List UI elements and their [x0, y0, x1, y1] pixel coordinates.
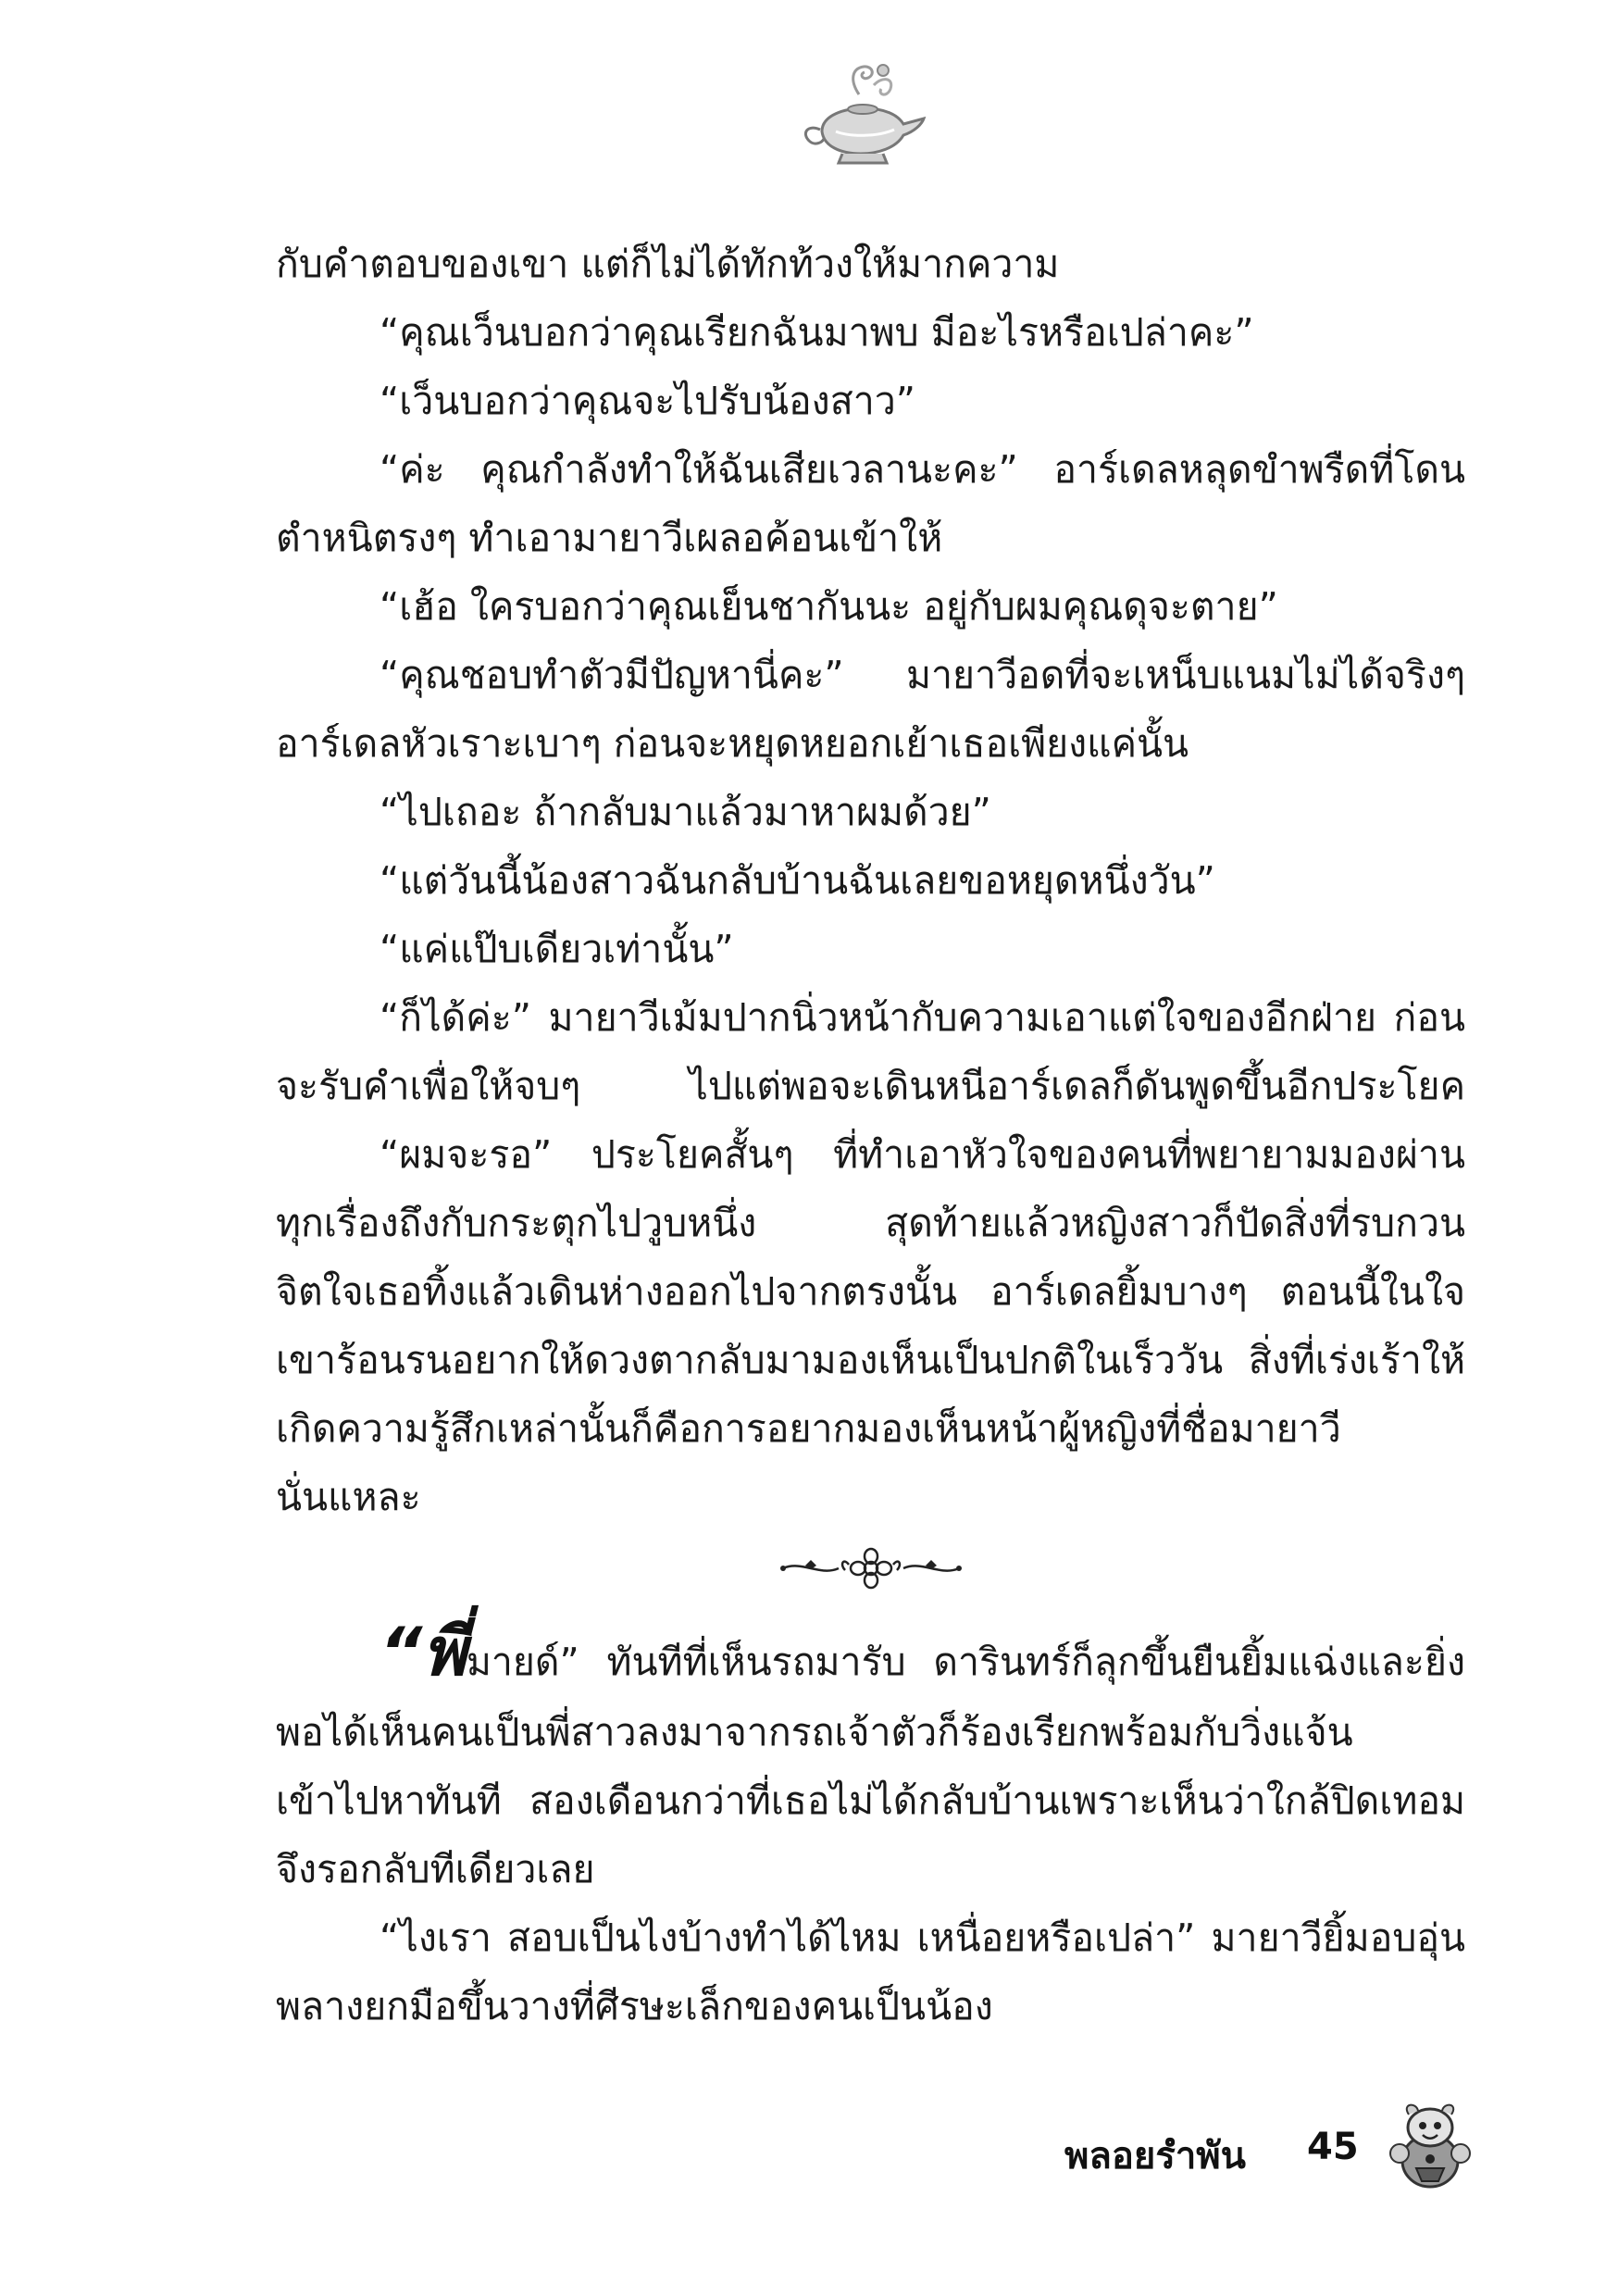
page-footer — [1064, 2109, 1435, 2192]
text-line: “เฮ้อ ใครบอกว่าคุณเย็นชากันนะ อยู่กับผมคุณดุจะตาย” — [380, 584, 1278, 629]
text-line: จิตใจเธอทิ้งแล้วเดินห่างออกไปจากตรงนั้น อาร์เดลยิ้มบางๆ ตอนนี้ในใจ — [276, 1269, 1465, 1314]
genie-lamp-icon — [794, 57, 933, 168]
text-line: นั่นแหละ — [276, 1475, 421, 1519]
text-line: จะรับคำเพื่อให้จบๆ ไปแต่พอจะเดินหนีอาร์เดลก็ดันพูดขึ้นอีกประโยค — [276, 1064, 1465, 1108]
text-line: กับคำตอบของเขา แต่ก็ไม่ได้ทักท้วงให้มากความ — [276, 242, 1060, 286]
text-line: จึงรอกลับทีเดียวเลย — [276, 1847, 595, 1891]
drop-cap-word: “พี่ — [380, 1613, 467, 1691]
text-line: “แต่วันนี้น้องสาวฉันกลับบ้านฉันเลยขอหยุดหนึ่งวัน” — [380, 858, 1215, 903]
text-line: “คุณเว็นบอกว่าคุณเรียกฉันมาพบ มีอะไรหรือเปล่าคะ” — [380, 310, 1254, 355]
text-line: “ไปเถอะ ถ้ากลับมาแล้วมาหาผมด้วย” — [380, 790, 991, 834]
text-line — [276, 1605, 1465, 1698]
text-line: “แค่แป๊บเดียวเท่านั้น” — [380, 927, 734, 971]
text-line: ตำหนิตรงๆ ทำเอามายาวีเผลอค้อนเข้าให้ — [276, 516, 943, 560]
text-line: “ค่ะ คุณกำลังทำให้ฉันเสียเวลานะคะ” อาร์เดลหลุดขำพรืดที่โดน — [380, 447, 1465, 492]
text-line: “เว็นบอกว่าคุณจะไปรับน้องสาว” — [380, 379, 916, 423]
body-text — [276, 230, 1465, 2040]
cartoon-character-icon — [1379, 2096, 1481, 2198]
book-title: พลอยรำพัน — [1064, 2135, 1246, 2177]
text-line: “ก็ได้ค่ะ” มายาวีเม้มปากนิ่วหน้ากับความเอาแต่ใจของอีกฝ่าย ก่อน — [380, 995, 1465, 1040]
text-line: ทุกเรื่องถึงกับกระตุกไปวูบหนึ่ง สุดท้ายแล้วหญิงสาวก็ปัดสิ่งที่รบกวน — [276, 1201, 1465, 1245]
text-line: พอได้เห็นคนเป็นพี่สาวลงมาจากรถเจ้าตัวก็ร้องเรียกพร้อมกับวิ่งแจ้น — [276, 1710, 1353, 1754]
text-line: “คุณชอบทำตัวมีปัญหานี่คะ” มายาวีอดที่จะเหน็บแนมไม่ได้จริงๆ — [380, 653, 1465, 697]
page-number: 45 — [1307, 2126, 1359, 2168]
floral-divider-icon — [774, 1547, 968, 1590]
text-line: “ผมจะรอ” ประโยคสั้นๆ ที่ทำเอาหัวใจของคนที่พยายามมองผ่าน — [380, 1132, 1465, 1177]
text-line: อาร์เดลหัวเราะเบาๆ ก่อนจะหยุดหยอกเย้าเธอเพียงแค่นั้น — [276, 721, 1189, 766]
text-line: เขาร้อนรนอยากให้ดวงตากลับมามองเห็นเป็นปกติในเร็ววัน สิ่งที่เร่งเร้าให้ — [276, 1338, 1465, 1382]
text-line: เกิดความรู้สึกเหล่านั้นก็คือการอยากมองเห็นหน้าผู้หญิงที่ชื่อมายาวี — [276, 1406, 1341, 1451]
scene-break — [276, 1531, 1465, 1605]
text-line: เข้าไปหาทันที สองเดือนกว่าที่เธอไม่ได้กลับบ้านเพราะเห็นว่าใกล้ปิดเทอม — [276, 1778, 1465, 1823]
text-span: มายด์” ทันทีที่เห็นรถมารับ ดารินทร์ก็ลุกขึ้นยืนยิ้มแฉ่งและยิ่ง — [466, 1640, 1465, 1684]
text-line: พลางยกมือขึ้นวางที่ศีรษะเล็กของคนเป็นน้อง — [276, 1984, 993, 2028]
text-line: “ไงเรา สอบเป็นไงบ้างทำได้ไหม เหนื่อยหรือเปล่า” มายาวียิ้มอบอุ่น — [380, 1915, 1465, 1960]
